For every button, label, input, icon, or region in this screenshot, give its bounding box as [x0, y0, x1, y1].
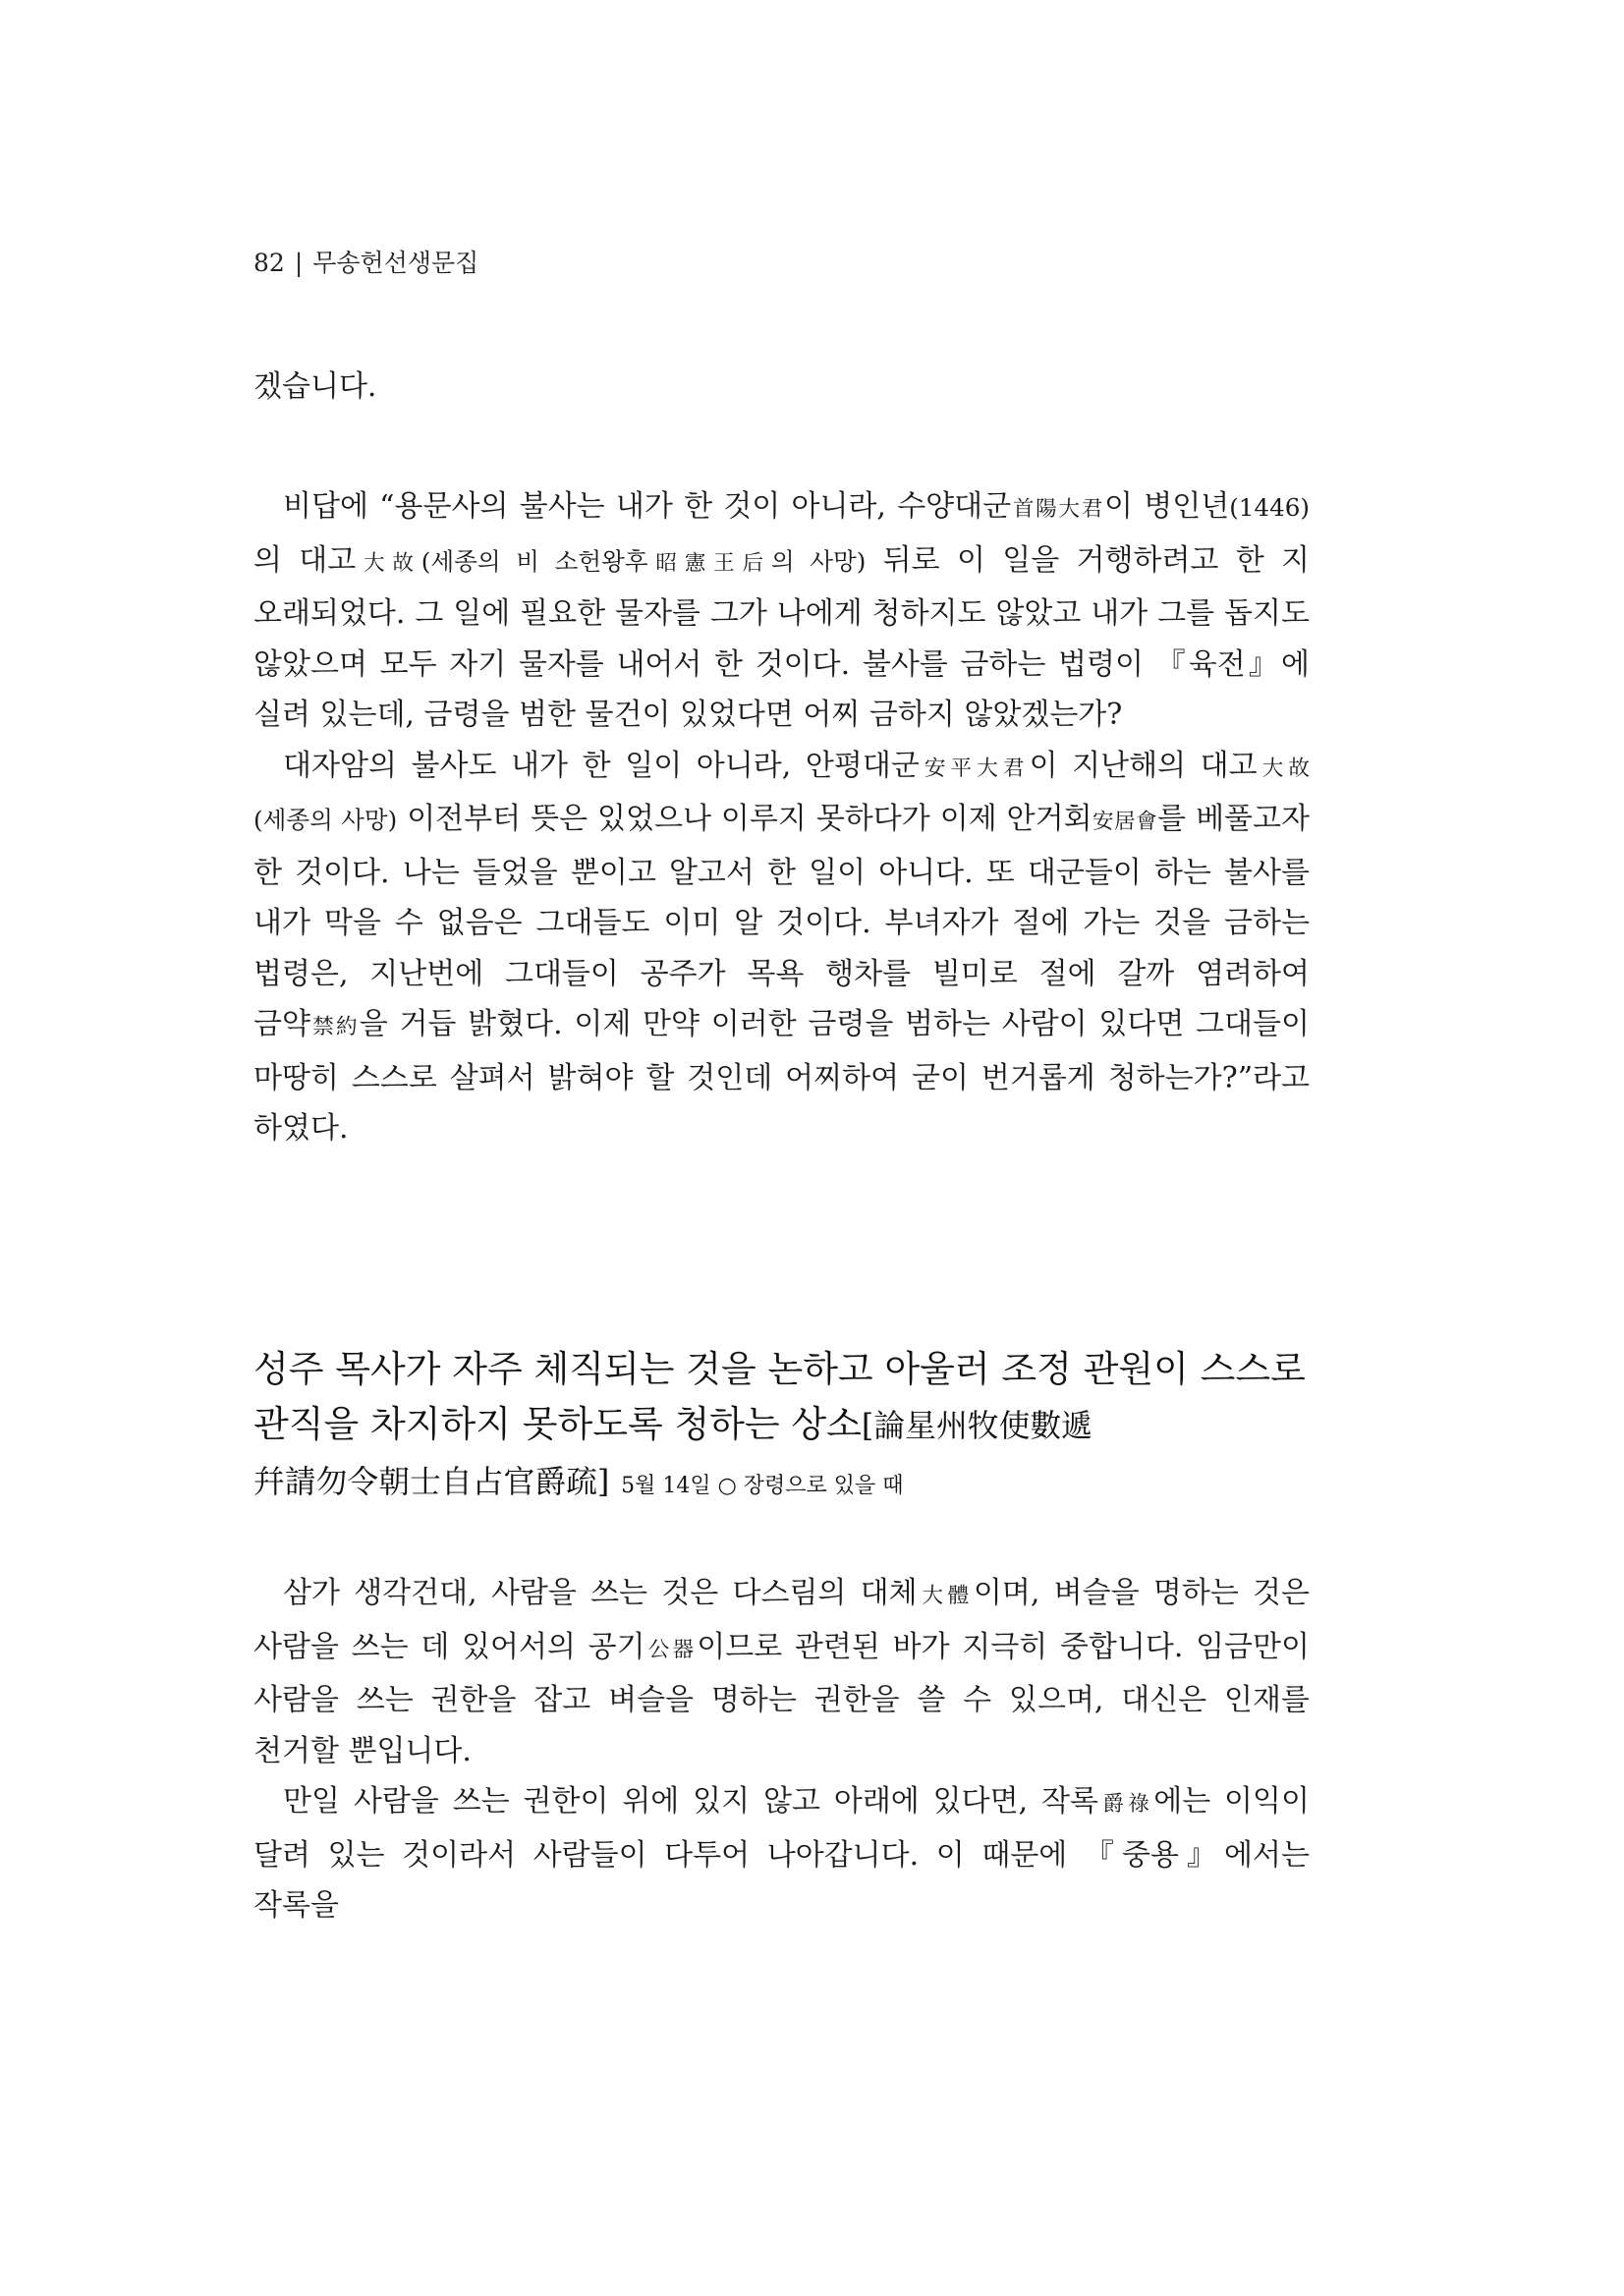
text-run: 이므로 관련된 바가 지극히 중합니다. 임금만이 사람을 쓰는 권한을 잡고 벼슬을 명하는 권한을 쓸 수 있으며, 대신은 인재를 천거할 뿐입니다.: [253, 1629, 1310, 1768]
section-2-paragraph-2: [253, 1776, 1310, 1932]
text-run: 에는 이익이 달려 있는 것이라서 사람들이 다투어 나아갑니다. 이 때문에 『중용』에서는 작록을: [253, 1784, 1310, 1923]
book-title: 무송헌선생문집: [312, 249, 479, 277]
small-annotation: (세종의 비 소헌왕후: [420, 546, 648, 576]
continuation-paragraph: 겠습니다.: [253, 369, 377, 404]
text-run: 를 베풀고자 한 것이다. 나는 들었을 뿐이고 알고서 한 일이 아니다. 또 대군들이 하는 불사를 내가 막을 수 없음은 그대들도 이미 알 것이다. 부녀자가 절에 가는 것을 금하는 법령은, 지난번에 그대들이 공주가 목욕 행차를 빌미로 절에 갈까 염려하여 금약: [253, 802, 1310, 1041]
text-run: 을 거듭 밝혔다. 이제 만약 이러한 금령을 범하는 사람이 있다면 그대들이 마땅히 스스로 살펴서 밝혀야 할 것인데 어찌하여 굳이 번거롭게 청하는가?”라고 하였다.: [253, 1007, 1310, 1146]
heading-korean-title: 성주 목사가 자주 체직되는 것을 논하고 아울러 조정 관원이 스스로 관직을 차지하지 못하도록 청하는 상소: [253, 1348, 1306, 1445]
text-run: 뒤로 이 일을 거행하려고 한 지 오래되었다. 그 일에 필요한 물자를 그가 나에게 청하지도 않았고 내가 그를 돕지도 않았으며 모두 자기 물자를 내어서 한 것이다. 불사를 금하는 법령이 『육전』에 실려 있는데, 금령을 범한 물건이 있었다면 어찌 금하지 않았겠는가?: [253, 542, 1310, 732]
hanja-annotation: 公器: [644, 1637, 698, 1662]
heading-date-note: 5월 14일 ○ 장령으로 있을 때: [621, 1474, 904, 1498]
text-run: 삼가 생각건대, 사람을 쓰는 것은 다스림의 대체: [283, 1576, 918, 1610]
section-2-heading: [253, 1342, 1310, 1514]
hanja-annotation: 昭憲王后: [647, 550, 771, 576]
section-2-paragraph-1: [253, 1568, 1310, 1776]
text-run: 대자암의 불사도 내가 한 일이 아니라, 안평대군: [283, 748, 920, 783]
section-2-body: [253, 1568, 1310, 1932]
text-run: 이며, 벼슬을 명하는 것은 사람을 쓰는 데 있어서의 공기: [253, 1576, 1310, 1664]
hanja-annotation: 爵祿: [1097, 1792, 1154, 1817]
hanja-annotation: 大體: [917, 1584, 974, 1608]
small-annotation: (세종의 사망): [253, 806, 398, 834]
text-run: 만일 사람을 쓰는 권한이 위에 있지 않고 아래에 있다면, 작록: [283, 1784, 1098, 1819]
small-annotation: (1446): [1229, 493, 1310, 522]
small-annotation: 의 사망): [770, 546, 867, 576]
text-run: 이 지난해의 대고: [1029, 748, 1258, 783]
text-run: 이 병인년: [1104, 489, 1230, 524]
hanja-annotation: 禁約: [309, 1015, 360, 1039]
hanja-annotation: 大故: [356, 550, 421, 576]
header-separator: |: [294, 249, 304, 277]
text-run: 이전부터 뜻은 있었으나 이루지 못하다가 이제 안거회: [397, 802, 1092, 836]
heading-hanja-title: [論星州牧使數遞 幷請勿令朝士自占官爵疏]: [253, 1407, 1093, 1500]
section-1-body: [253, 481, 1310, 1154]
text-run: 의 대고: [253, 542, 357, 578]
hanja-annotation: 首陽大君: [1011, 497, 1105, 522]
page-number: 82: [253, 249, 285, 277]
text-run: 비답에 “용문사의 불사는 내가 한 것이 아니라, 수양대군: [283, 489, 1012, 524]
section-1-paragraph-2: [253, 741, 1310, 1154]
section-1-paragraph-1: [253, 481, 1310, 741]
continuation-block: [253, 362, 1310, 413]
hanja-annotation: 大故: [1257, 756, 1310, 781]
hanja-annotation: 安平大君: [919, 756, 1030, 781]
running-header: [253, 248, 478, 279]
hanja-annotation: 安居會: [1092, 810, 1158, 834]
